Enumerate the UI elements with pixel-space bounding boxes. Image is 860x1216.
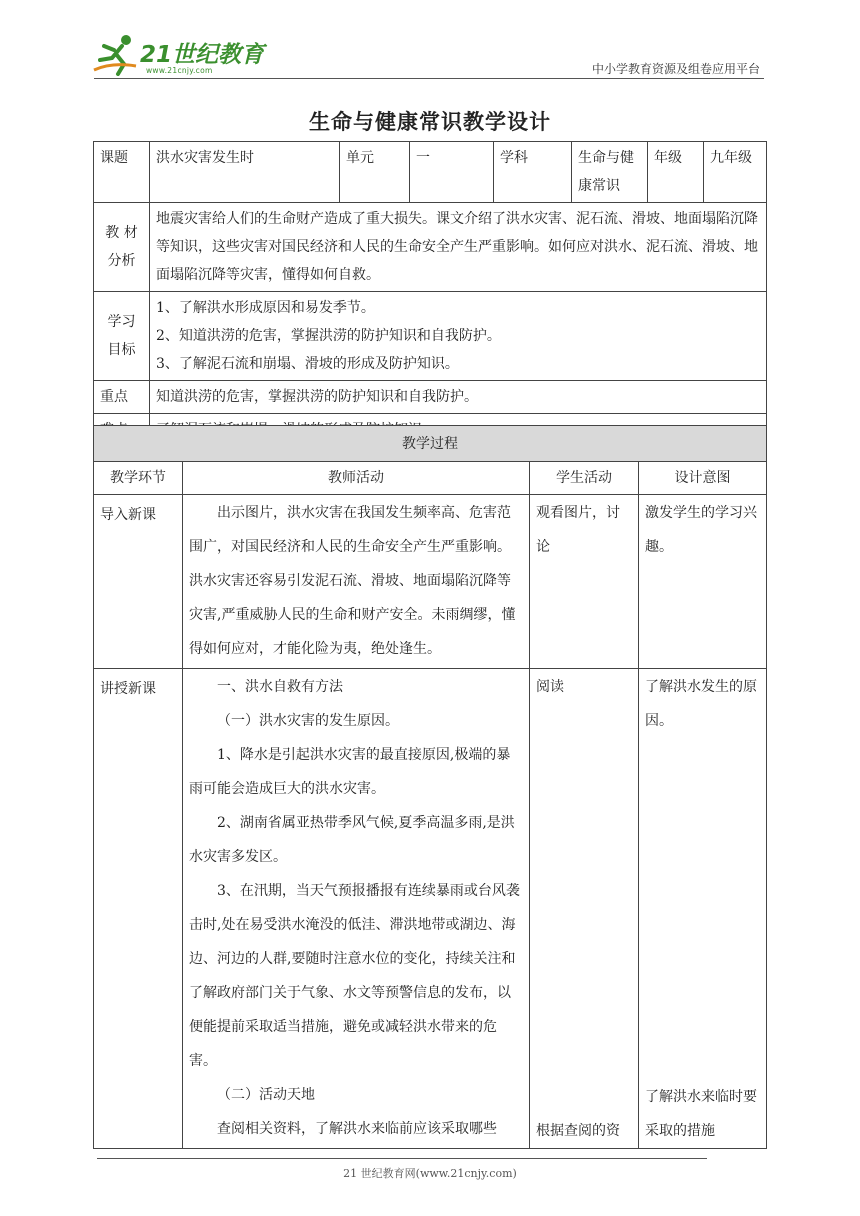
page-title: 生命与健康常识教学设计 [309,109,551,134]
process-header-row [94,462,767,495]
info-row-lesson [94,142,767,203]
analysis-text: 地震灾害给人们的生命财产造成了重大损失。课文介绍了洪水灾害、泥石流、滑坡、地面塌陷沉降等知识，这些灾害对国民经济和人民的生命安全产生严重影响。如何应对洪水、泥石流、滑坡、地面塌陷沉降等灾害，懂得如何自救。 [150,203,767,292]
student-text: 阅读 [536,679,564,695]
stage-cell: 导入新课 [94,495,183,669]
header-student: 学生活动 [530,462,639,495]
process-table [93,425,767,1149]
student-text: 观看图片，讨论 [536,505,620,555]
teacher-cell [183,495,530,669]
header-divider [94,78,764,79]
footer-divider [97,1158,707,1159]
key-text: 知道洪涝的危害，掌握洪涝的防护知识和自我防护。 [150,381,767,414]
subject-value: 生命与健康常识 [572,142,648,203]
table-row [94,669,767,1149]
footer-text: 21 世纪教育网(www.21cnjy.com) [343,1167,517,1180]
process-section-row [94,426,767,462]
subject-label: 学科 [494,142,572,203]
goal-item: 2、知道洪涝的危害，掌握洪涝的防护知识和自我防护。 [156,328,501,344]
goals-label: 学习 目标 [94,292,150,381]
student-cell [530,669,639,1149]
goals-list [150,292,767,381]
intent-text: 激发学生的学习兴趣。 [645,505,757,555]
info-row-goals [94,292,767,381]
unit-label: 单元 [340,142,410,203]
teacher-text: 出示图片，洪水灾害在我国发生频率高、危害范围广，对国民经济和人民的生命安全产生严重影响。洪水灾害还容易引发泥石流、滑坡、地面塌陷沉降等灾害,严重威胁人民的生命和财产安全。未雨绸缪，懂得如何应对，才能化险为夷，绝处逢生。 [189,505,516,657]
lesson-value: 洪水灾害发生时 [150,142,340,203]
header-stage: 教学环节 [94,462,183,495]
header-teacher: 教师活动 [183,462,530,495]
logo [92,30,292,78]
platform-name: 中小学教育资源及组卷应用平台 [591,62,760,76]
teacher-line: （二）活动天地 [217,1087,315,1103]
logo-text: 21世纪教育 [140,42,265,68]
student-cell [530,495,639,669]
teacher-line: 2、湖南省属亚热带季风气候,夏季高温多雨,是洪水灾害多发区。 [189,815,515,865]
table-row [94,495,767,669]
unit-value: 一 [410,142,494,203]
teacher-cell [183,669,530,1149]
teacher-line: 1、降水是引起洪水灾害的最直接原因,极端的暴雨可能会造成巨大的洪水灾害。 [189,747,511,797]
header-intent: 设计意图 [639,462,767,495]
key-label: 重点 [94,381,150,414]
info-table [93,141,767,447]
page-header [92,30,764,82]
goal-item: 3、了解泥石流和崩塌、滑坡的形成及防护知识。 [156,356,459,372]
stage-cell: 讲授新课 [94,669,183,1149]
logo-url: www.21cnjy.com [146,66,213,75]
grade-value: 九年级 [704,142,767,203]
teacher-line: 3、在汛期，当天气预报播报有连续暴雨或台风袭击时,处在易受洪水淹没的低洼、滞洪地带或湖边、海边、河边的人群,要随时注意水位的变化，持续关注和了解政府部门关于气象、水文等预警信息的发布，以便能提前采取适当措施，避免或减轻洪水带来的危害。 [189,883,520,1069]
teacher-line: （一）洪水灾害的发生原因。 [217,713,399,729]
student-text: 根据查阅的资 [536,1123,620,1139]
runner-logo-icon [92,32,142,76]
intent-cell [639,495,767,669]
goal-item: 1、了解洪水形成原因和易发季节。 [156,300,375,316]
intent-text: 了解洪水发生的原因。 [645,679,757,729]
intent-text: 了解洪水来临时要采取的措施 [645,1089,757,1139]
teacher-line: 一、洪水自救有方法 [217,679,343,695]
teacher-line: 查阅相关资料，了解洪水来临前应该采取哪些 [217,1121,497,1137]
info-row-key [94,381,767,414]
info-row-analysis [94,203,767,292]
analysis-label: 教 材 分析 [94,203,150,292]
process-section-title: 教学过程 [94,426,767,462]
grade-label: 年级 [648,142,704,203]
lesson-label: 课题 [94,142,150,203]
intent-cell [639,669,767,1149]
